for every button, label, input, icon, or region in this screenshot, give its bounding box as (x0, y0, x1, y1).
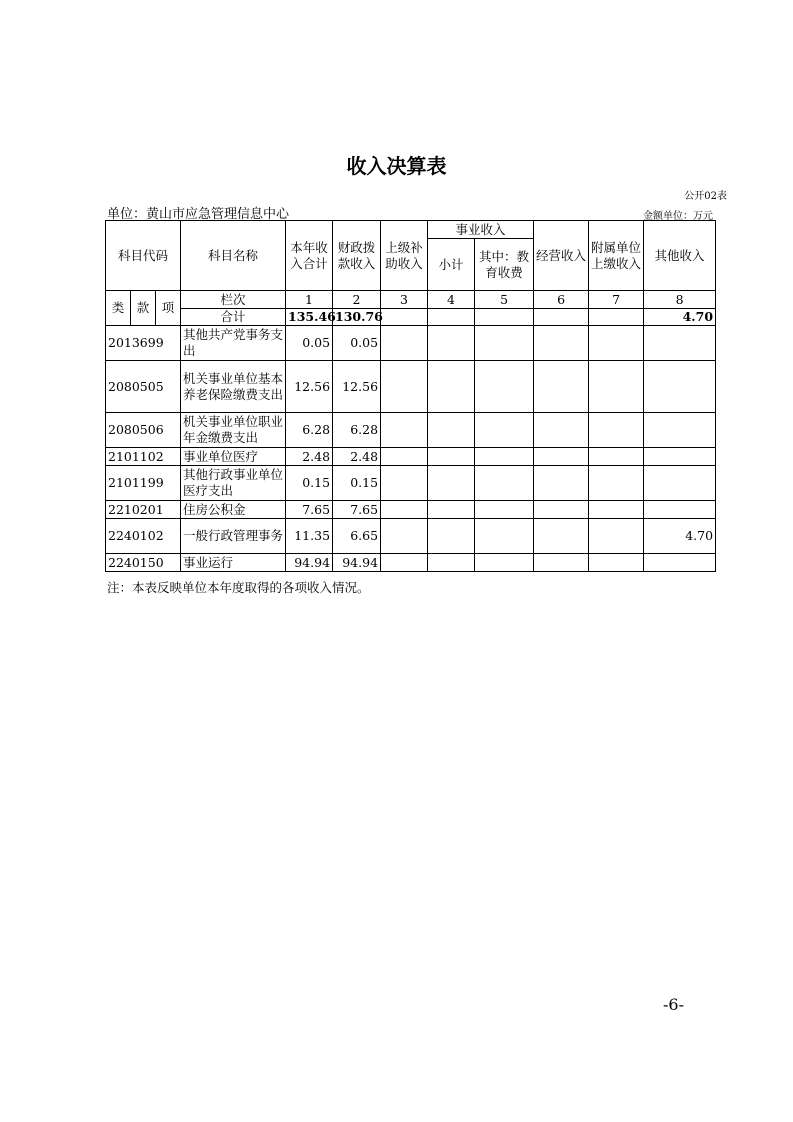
header-affiliated: 附属单位上缴收入 (589, 221, 644, 291)
row-fiscal: 0.15 (333, 466, 381, 501)
table-row (106, 554, 716, 572)
row-name: 其他行政事业单位医疗支出 (181, 466, 286, 501)
row-total: 6.28 (286, 413, 333, 448)
row-code: 2013699 (106, 326, 181, 361)
table-row (106, 466, 716, 501)
totals-other: 4.70 (644, 309, 716, 326)
totals-label: 合计 (181, 309, 286, 326)
table-row (106, 519, 716, 554)
header-subtotal: 小计 (428, 239, 475, 291)
row-code: 2080505 (106, 361, 181, 413)
col-number: 8 (644, 291, 716, 309)
col-number: 1 (286, 291, 333, 309)
table-code: 公开02表 (684, 191, 727, 202)
table-row (106, 361, 716, 413)
header-name: 科目名称 (181, 221, 286, 291)
row-other (644, 413, 716, 448)
header-kuan: 款 (131, 291, 156, 326)
header-education: 其中：教育收费 (475, 239, 534, 291)
page-title: 收入决算表 (346, 154, 447, 178)
money-unit: 金额单位：万元 (643, 211, 713, 222)
row-other (644, 326, 716, 361)
page-number: -6- (663, 995, 684, 1014)
row-code: 2210201 (106, 501, 181, 519)
table-row (106, 501, 716, 519)
row-fiscal: 6.28 (333, 413, 381, 448)
row-total: 12.56 (286, 361, 333, 413)
col-number: 6 (534, 291, 589, 309)
header-operating: 经营收入 (534, 221, 589, 291)
row-code: 2101102 (106, 448, 181, 466)
row-total: 2.48 (286, 448, 333, 466)
col-number: 2 (333, 291, 381, 309)
row-other (644, 501, 716, 519)
row-name: 一般行政管理事务 (181, 519, 286, 554)
row-other (644, 448, 716, 466)
table-row (106, 413, 716, 448)
col-number: 3 (381, 291, 428, 309)
row-code: 2080506 (106, 413, 181, 448)
row-total: 11.35 (286, 519, 333, 554)
header-lanci: 栏次 (181, 291, 286, 309)
header-business: 事业收入 (428, 221, 534, 239)
row-total: 94.94 (286, 554, 333, 572)
row-fiscal: 0.05 (333, 326, 381, 361)
totals-total: 135.46 (286, 309, 333, 326)
header-fiscal: 财政拨款收入 (333, 221, 381, 291)
col-number: 7 (589, 291, 644, 309)
row-name: 机关事业单位基本养老保险缴费支出 (181, 361, 286, 413)
empty-cell (475, 309, 534, 326)
row-fiscal: 6.65 (333, 519, 381, 554)
empty-cell (589, 309, 644, 326)
table-row (106, 326, 716, 361)
header-other: 其他收入 (644, 221, 716, 291)
row-code: 2101199 (106, 466, 181, 501)
empty-cell (381, 309, 428, 326)
row-fiscal: 7.65 (333, 501, 381, 519)
header-xiang: 项 (156, 291, 181, 326)
header-lei: 类 (106, 291, 131, 326)
row-fiscal: 2.48 (333, 448, 381, 466)
row-other (644, 554, 716, 572)
row-other: 4.70 (644, 519, 716, 554)
row-name: 住房公积金 (181, 501, 286, 519)
col-number: 4 (428, 291, 475, 309)
table-row (106, 448, 716, 466)
row-name: 事业运行 (181, 554, 286, 572)
row-fiscal: 94.94 (333, 554, 381, 572)
row-code: 2240102 (106, 519, 181, 554)
row-name: 其他共产党事务支出 (181, 326, 286, 361)
income-table (105, 220, 716, 572)
header-total: 本年收入合计 (286, 221, 333, 291)
row-total: 7.65 (286, 501, 333, 519)
row-other (644, 466, 716, 501)
header-code: 科目代码 (106, 221, 181, 291)
row-other (644, 361, 716, 413)
col-number: 5 (475, 291, 534, 309)
totals-fiscal: 130.76 (333, 309, 381, 326)
row-total: 0.15 (286, 466, 333, 501)
header-superior: 上级补助收入 (381, 221, 428, 291)
empty-cell (428, 309, 475, 326)
row-code: 2240150 (106, 554, 181, 572)
empty-cell (534, 309, 589, 326)
row-fiscal: 12.56 (333, 361, 381, 413)
row-name: 机关事业单位职业年金缴费支出 (181, 413, 286, 448)
row-total: 0.05 (286, 326, 333, 361)
unit-label: 单位：黄山市应急管理信息中心 (107, 207, 290, 222)
table-note: 注：本表反映单位本年度取得的各项收入情况。 (107, 580, 370, 595)
row-name: 事业单位医疗 (181, 448, 286, 466)
